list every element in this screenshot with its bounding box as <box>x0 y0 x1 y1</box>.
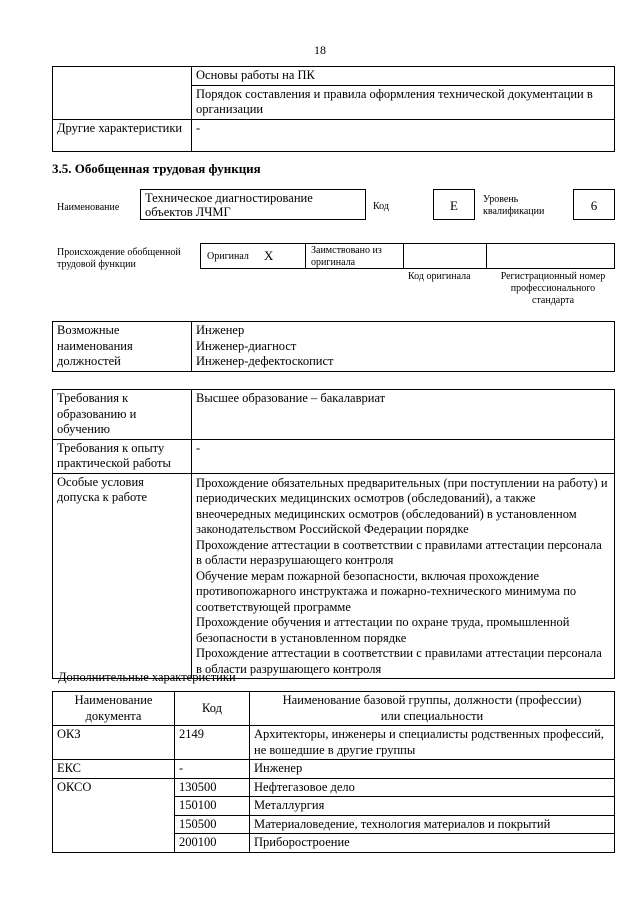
top-table <box>52 66 615 152</box>
table-row <box>53 439 615 473</box>
name-label: Наименование <box>57 202 120 213</box>
table-row <box>53 473 615 679</box>
row-doc: ОКСО <box>53 778 175 852</box>
row-name: Металлургия <box>250 797 615 816</box>
row-code: - <box>175 760 250 779</box>
table-row <box>53 760 615 779</box>
table-row <box>53 778 615 797</box>
conditions-list <box>192 473 615 679</box>
condition-item: Прохождение обязательных предварительных (при поступлении на работу) и периодических медицинских осмотров (обследований), а также внеочередных медицинских осмотров (обследований) в установленном законодательством Российской Федерации порядке <box>196 475 608 536</box>
experience-value: - <box>192 439 615 473</box>
level-label: Уровень квалификации <box>483 194 545 217</box>
position-item: Инженер <box>196 323 245 337</box>
header-name: Наименование базовой группы, должности (профессии) или специальности <box>250 692 615 726</box>
condition-item: Обучение мерам пожарной безопасности, включая прохождение противопожарного инструктажа и пожарно-технического минимума по соответствующей программе <box>196 568 577 614</box>
row-name: Нефтегазовое дело <box>250 778 615 797</box>
header-code: Код <box>175 692 250 726</box>
code-value: E <box>433 189 475 220</box>
position-item: Инженер-диагност <box>196 338 297 353</box>
row-code: 200100 <box>175 834 250 853</box>
row-name: Инженер <box>250 760 615 779</box>
name-value: Техническое диагностирование объектов ЛЧМГ <box>140 189 366 220</box>
table-header-row <box>53 692 615 726</box>
skill-item: Порядок составления и правила оформления технической документации в организации <box>192 85 615 119</box>
row-code: 2149 <box>175 726 250 760</box>
row-value: - <box>192 119 615 151</box>
condition-item: Прохождение аттестации в соответствии с правилами аттестации персонала в области неразрушающего контроля <box>196 537 602 567</box>
position-item: Инженер-дефектоскопист <box>196 354 334 368</box>
row-code: 150100 <box>175 797 250 816</box>
row-name: Приборостроение <box>250 834 615 853</box>
additional-table <box>52 691 615 853</box>
experience-label: Требования к опыту практической работы <box>53 439 192 473</box>
positions-label: Возможные наименования должностей <box>53 322 192 372</box>
row-label: Другие характеристики <box>53 119 192 151</box>
code-label: Код <box>373 201 389 212</box>
requirements-table <box>52 389 615 679</box>
conditions-label: Особые условия допуска к работе <box>53 473 192 679</box>
condition-item: Прохождение аттестации в соответствии с правилами аттестации персонала в области разрушающего контроля <box>196 646 602 676</box>
additional-title: Дополнительные характеристики <box>58 670 236 684</box>
row-doc: ЕКС <box>53 760 175 779</box>
original-mark: X <box>264 248 274 263</box>
education-label: Требования к образованию и обучению <box>53 390 192 440</box>
row-code: 130500 <box>175 778 250 797</box>
level-value: 6 <box>573 189 615 220</box>
section-title: 3.5. Обобщенная трудовая функция <box>52 161 261 176</box>
table-row <box>53 119 615 151</box>
code-caption: Код оригинала <box>408 271 471 282</box>
table-row <box>53 726 615 760</box>
skill-item: Основы работы на ПК <box>192 67 615 86</box>
row-name: Архитекторы, инженеры и специалисты родственных профессий, не вошедшие в другие группы <box>250 726 615 760</box>
table-row <box>53 390 615 440</box>
page-number: 18 <box>314 43 326 57</box>
row-code: 150500 <box>175 815 250 834</box>
reg-caption: Регистрационный номер профессионального стандарта <box>500 271 606 306</box>
row-name: Материаловедение, технология материалов и покрытий <box>250 815 615 834</box>
education-value: Высшее образование – бакалавриат <box>192 390 615 440</box>
table-row <box>53 67 615 86</box>
header-doc: Наименование документа <box>53 692 175 726</box>
borrowed-label: Заимствовано из оригинала <box>311 245 382 268</box>
row-doc: ОКЗ <box>53 726 175 760</box>
original-label: Оригинал <box>207 251 249 262</box>
condition-item: Прохождение обучения и аттестации по охране труда, промышленной безопасности в установленном порядке <box>196 615 570 645</box>
positions-list <box>192 322 615 372</box>
positions-table <box>52 321 615 372</box>
origin-label: Происхождение обобщенной трудовой функции <box>57 247 181 270</box>
table-row <box>53 322 615 372</box>
